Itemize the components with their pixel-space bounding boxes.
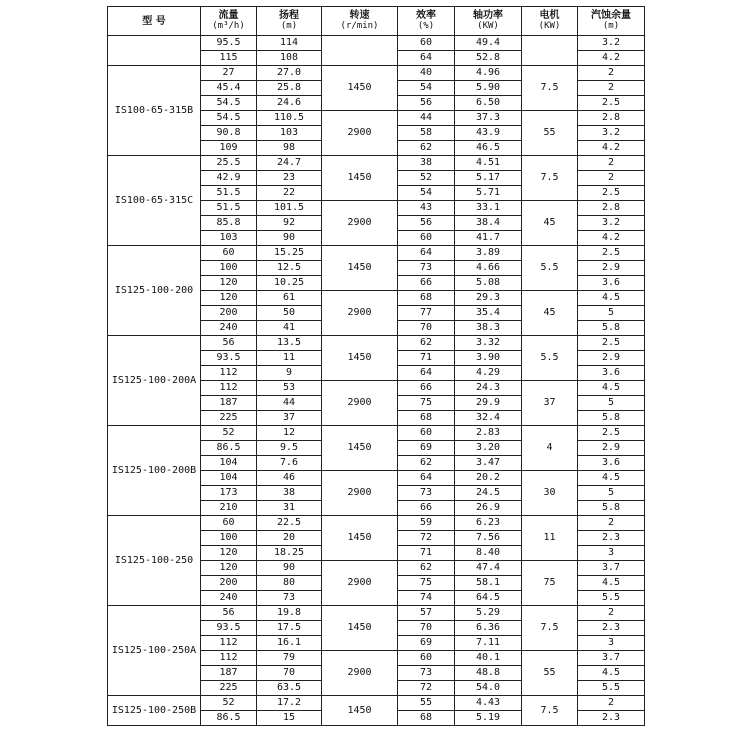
- flow-cell: 100: [201, 261, 257, 276]
- efficiency-cell: 72: [398, 681, 455, 696]
- speed-cell: 2900: [322, 201, 398, 246]
- efficiency-cell: 38: [398, 156, 455, 171]
- speed-cell: 2900: [322, 291, 398, 336]
- efficiency-cell: 64: [398, 471, 455, 486]
- efficiency-cell: 64: [398, 366, 455, 381]
- npsh-cell: 5.5: [578, 681, 645, 696]
- motor-cell: 7.5: [522, 66, 578, 111]
- motor-cell: 55: [522, 651, 578, 696]
- efficiency-cell: 62: [398, 561, 455, 576]
- npsh-cell: 5.5: [578, 591, 645, 606]
- efficiency-cell: 64: [398, 246, 455, 261]
- npsh-cell: 5: [578, 306, 645, 321]
- shaft-power-cell: 37.3: [455, 111, 522, 126]
- motor-cell: 4: [522, 426, 578, 471]
- npsh-cell: 3: [578, 546, 645, 561]
- shaft-power-cell: 4.66: [455, 261, 522, 276]
- shaft-power-cell: 5.19: [455, 711, 522, 726]
- flow-cell: 56: [201, 336, 257, 351]
- head-cell: 80: [257, 576, 322, 591]
- efficiency-cell: 69: [398, 441, 455, 456]
- speed-cell: 2900: [322, 561, 398, 606]
- shaft-power-cell: 38.3: [455, 321, 522, 336]
- npsh-cell: 5: [578, 486, 645, 501]
- shaft-power-cell: 7.11: [455, 636, 522, 651]
- table-row: [108, 66, 645, 81]
- head-cell: 79: [257, 651, 322, 666]
- flow-cell: 112: [201, 366, 257, 381]
- head-cell: 16.1: [257, 636, 322, 651]
- shaft-power-cell: 4.51: [455, 156, 522, 171]
- npsh-cell: 2.5: [578, 186, 645, 201]
- flow-cell: 200: [201, 576, 257, 591]
- efficiency-cell: 60: [398, 231, 455, 246]
- flow-cell: 120: [201, 561, 257, 576]
- flow-cell: 95.5: [201, 36, 257, 51]
- head-cell: 101.5: [257, 201, 322, 216]
- shaft-power-cell: 29.3: [455, 291, 522, 306]
- flow-cell: 60: [201, 246, 257, 261]
- efficiency-cell: 73: [398, 261, 455, 276]
- flow-cell: 51.5: [201, 201, 257, 216]
- flow-cell: 240: [201, 321, 257, 336]
- motor-cell: 30: [522, 471, 578, 516]
- npsh-cell: 3.6: [578, 276, 645, 291]
- flow-cell: 93.5: [201, 351, 257, 366]
- shaft-power-cell: 8.40: [455, 546, 522, 561]
- efficiency-cell: 62: [398, 456, 455, 471]
- model-cell: [108, 36, 201, 66]
- efficiency-cell: 75: [398, 396, 455, 411]
- shaft-power-cell: 35.4: [455, 306, 522, 321]
- npsh-cell: 2.5: [578, 246, 645, 261]
- table-row: [108, 36, 645, 51]
- flow-cell: 187: [201, 666, 257, 681]
- speed-cell: 1450: [322, 156, 398, 201]
- head-cell: 31: [257, 501, 322, 516]
- shaft-power-cell: 64.5: [455, 591, 522, 606]
- speed-cell: 2900: [322, 471, 398, 516]
- shaft-power-cell: 49.4: [455, 36, 522, 51]
- efficiency-cell: 72: [398, 531, 455, 546]
- efficiency-cell: 54: [398, 81, 455, 96]
- head-cell: 98: [257, 141, 322, 156]
- efficiency-cell: 57: [398, 606, 455, 621]
- flow-cell: 240: [201, 591, 257, 606]
- npsh-cell: 2.3: [578, 531, 645, 546]
- flow-cell: 54.5: [201, 111, 257, 126]
- head-cell: 37: [257, 411, 322, 426]
- npsh-cell: 4.2: [578, 231, 645, 246]
- efficiency-cell: 66: [398, 276, 455, 291]
- head-cell: 25.8: [257, 81, 322, 96]
- speed-cell: [322, 36, 398, 66]
- efficiency-cell: 68: [398, 291, 455, 306]
- table-row: [108, 246, 645, 261]
- flow-cell: 112: [201, 636, 257, 651]
- header-npsh: 汽蚀余量 (m): [578, 7, 645, 36]
- efficiency-cell: 60: [398, 36, 455, 51]
- shaft-power-cell: 3.89: [455, 246, 522, 261]
- flow-cell: 60: [201, 516, 257, 531]
- shaft-power-cell: 3.20: [455, 441, 522, 456]
- header-head: 扬程 (m): [257, 7, 322, 36]
- shaft-power-cell: 5.29: [455, 606, 522, 621]
- head-cell: 12.5: [257, 261, 322, 276]
- efficiency-cell: 70: [398, 621, 455, 636]
- efficiency-cell: 58: [398, 126, 455, 141]
- efficiency-cell: 69: [398, 636, 455, 651]
- head-cell: 38: [257, 486, 322, 501]
- head-cell: 114: [257, 36, 322, 51]
- head-cell: 23: [257, 171, 322, 186]
- shaft-power-cell: 4.29: [455, 366, 522, 381]
- table-body: [108, 36, 645, 726]
- efficiency-cell: 71: [398, 546, 455, 561]
- table-row: [108, 606, 645, 621]
- efficiency-cell: 56: [398, 216, 455, 231]
- speed-cell: 1450: [322, 426, 398, 471]
- npsh-cell: 5.8: [578, 501, 645, 516]
- flow-cell: 103: [201, 231, 257, 246]
- efficiency-cell: 43: [398, 201, 455, 216]
- shaft-power-cell: 5.08: [455, 276, 522, 291]
- npsh-cell: 3.6: [578, 456, 645, 471]
- npsh-cell: 2: [578, 606, 645, 621]
- head-cell: 73: [257, 591, 322, 606]
- efficiency-cell: 60: [398, 651, 455, 666]
- efficiency-cell: 73: [398, 666, 455, 681]
- flow-cell: 120: [201, 276, 257, 291]
- flow-cell: 210: [201, 501, 257, 516]
- efficiency-cell: 64: [398, 51, 455, 66]
- shaft-power-cell: 38.4: [455, 216, 522, 231]
- motor-cell: 75: [522, 561, 578, 606]
- efficiency-cell: 44: [398, 111, 455, 126]
- npsh-cell: 2.5: [578, 336, 645, 351]
- head-cell: 61: [257, 291, 322, 306]
- flow-cell: 120: [201, 546, 257, 561]
- shaft-power-cell: 3.47: [455, 456, 522, 471]
- efficiency-cell: 62: [398, 336, 455, 351]
- npsh-cell: 2.8: [578, 201, 645, 216]
- head-cell: 13.5: [257, 336, 322, 351]
- head-cell: 92: [257, 216, 322, 231]
- npsh-cell: 3.7: [578, 651, 645, 666]
- head-cell: 108: [257, 51, 322, 66]
- npsh-cell: 2.8: [578, 111, 645, 126]
- shaft-power-cell: 58.1: [455, 576, 522, 591]
- npsh-cell: 2: [578, 156, 645, 171]
- flow-cell: 86.5: [201, 711, 257, 726]
- head-cell: 18.25: [257, 546, 322, 561]
- motor-cell: 11: [522, 516, 578, 561]
- npsh-cell: 2.5: [578, 426, 645, 441]
- flow-cell: 120: [201, 291, 257, 306]
- efficiency-cell: 68: [398, 711, 455, 726]
- flow-cell: 187: [201, 396, 257, 411]
- flow-cell: 56: [201, 606, 257, 621]
- model-cell: IS125-100-250A: [108, 606, 201, 696]
- flow-cell: 173: [201, 486, 257, 501]
- npsh-cell: 4.5: [578, 381, 645, 396]
- flow-cell: 115: [201, 51, 257, 66]
- head-cell: 9.5: [257, 441, 322, 456]
- shaft-power-cell: 5.17: [455, 171, 522, 186]
- model-cell: IS100-65-315C: [108, 156, 201, 246]
- head-cell: 15.25: [257, 246, 322, 261]
- speed-cell: 1450: [322, 66, 398, 111]
- head-cell: 22.5: [257, 516, 322, 531]
- efficiency-cell: 40: [398, 66, 455, 81]
- speed-cell: 2900: [322, 111, 398, 156]
- head-cell: 19.8: [257, 606, 322, 621]
- flow-cell: 42.9: [201, 171, 257, 186]
- speed-cell: 1450: [322, 696, 398, 726]
- header-efficiency: 效率 (%): [398, 7, 455, 36]
- shaft-power-cell: 29.9: [455, 396, 522, 411]
- efficiency-cell: 70: [398, 321, 455, 336]
- speed-cell: 1450: [322, 516, 398, 561]
- head-cell: 103: [257, 126, 322, 141]
- shaft-power-cell: 3.32: [455, 336, 522, 351]
- table-row: [108, 516, 645, 531]
- npsh-cell: 2: [578, 66, 645, 81]
- motor-cell: 7.5: [522, 606, 578, 651]
- head-cell: 15: [257, 711, 322, 726]
- head-cell: 22: [257, 186, 322, 201]
- npsh-cell: 2: [578, 696, 645, 711]
- head-cell: 41: [257, 321, 322, 336]
- header-shaft-power: 轴功率 (KW): [455, 7, 522, 36]
- npsh-cell: 4.5: [578, 291, 645, 306]
- npsh-cell: 3.7: [578, 561, 645, 576]
- head-cell: 53: [257, 381, 322, 396]
- npsh-cell: 5.8: [578, 321, 645, 336]
- efficiency-cell: 74: [398, 591, 455, 606]
- model-cell: IS125-100-200B: [108, 426, 201, 516]
- speed-cell: 2900: [322, 381, 398, 426]
- shaft-power-cell: 40.1: [455, 651, 522, 666]
- npsh-cell: 2.9: [578, 351, 645, 366]
- efficiency-cell: 77: [398, 306, 455, 321]
- head-cell: 46: [257, 471, 322, 486]
- npsh-cell: 2: [578, 516, 645, 531]
- motor-cell: 5.5: [522, 246, 578, 291]
- shaft-power-cell: 7.56: [455, 531, 522, 546]
- shaft-power-cell: 3.90: [455, 351, 522, 366]
- npsh-cell: 4.5: [578, 666, 645, 681]
- flow-cell: 90.8: [201, 126, 257, 141]
- npsh-cell: 4.2: [578, 51, 645, 66]
- table-row: [108, 156, 645, 171]
- speed-cell: 1450: [322, 246, 398, 291]
- shaft-power-cell: 6.50: [455, 96, 522, 111]
- head-cell: 90: [257, 561, 322, 576]
- shaft-power-cell: 2.83: [455, 426, 522, 441]
- npsh-cell: 2.5: [578, 96, 645, 111]
- model-cell: IS100-65-315B: [108, 66, 201, 156]
- header-model: 型 号: [108, 7, 201, 36]
- efficiency-cell: 52: [398, 171, 455, 186]
- head-cell: 70: [257, 666, 322, 681]
- model-cell: IS125-100-250: [108, 516, 201, 606]
- head-cell: 27.0: [257, 66, 322, 81]
- shaft-power-cell: 47.4: [455, 561, 522, 576]
- npsh-cell: 2: [578, 171, 645, 186]
- flow-cell: 52: [201, 696, 257, 711]
- head-cell: 9: [257, 366, 322, 381]
- efficiency-cell: 73: [398, 486, 455, 501]
- speed-cell: 1450: [322, 606, 398, 651]
- head-cell: 20: [257, 531, 322, 546]
- flow-cell: 85.8: [201, 216, 257, 231]
- flow-cell: 109: [201, 141, 257, 156]
- flow-cell: 27: [201, 66, 257, 81]
- head-cell: 17.5: [257, 621, 322, 636]
- head-cell: 63.5: [257, 681, 322, 696]
- efficiency-cell: 68: [398, 411, 455, 426]
- pump-spec-table: [107, 6, 645, 726]
- efficiency-cell: 66: [398, 381, 455, 396]
- flow-cell: 100: [201, 531, 257, 546]
- npsh-cell: 5.8: [578, 411, 645, 426]
- motor-cell: [522, 36, 578, 66]
- speed-cell: 1450: [322, 336, 398, 381]
- table-row: [108, 426, 645, 441]
- shaft-power-cell: 6.36: [455, 621, 522, 636]
- efficiency-cell: 66: [398, 501, 455, 516]
- npsh-cell: 3.2: [578, 36, 645, 51]
- npsh-cell: 3: [578, 636, 645, 651]
- head-cell: 90: [257, 231, 322, 246]
- head-cell: 7.6: [257, 456, 322, 471]
- efficiency-cell: 75: [398, 576, 455, 591]
- shaft-power-cell: 24.5: [455, 486, 522, 501]
- header-row: [108, 7, 645, 36]
- head-cell: 11: [257, 351, 322, 366]
- shaft-power-cell: 54.0: [455, 681, 522, 696]
- npsh-cell: 3.2: [578, 126, 645, 141]
- npsh-cell: 4.2: [578, 141, 645, 156]
- head-cell: 50: [257, 306, 322, 321]
- flow-cell: 45.4: [201, 81, 257, 96]
- motor-cell: 5.5: [522, 336, 578, 381]
- head-cell: 10.25: [257, 276, 322, 291]
- table-row: [108, 696, 645, 711]
- shaft-power-cell: 5.90: [455, 81, 522, 96]
- motor-cell: 45: [522, 291, 578, 336]
- motor-cell: 7.5: [522, 156, 578, 201]
- model-cell: IS125-100-200A: [108, 336, 201, 426]
- flow-cell: 112: [201, 381, 257, 396]
- npsh-cell: 2.3: [578, 621, 645, 636]
- npsh-cell: 4.5: [578, 576, 645, 591]
- model-cell: IS125-100-250B: [108, 696, 201, 726]
- motor-cell: 37: [522, 381, 578, 426]
- head-cell: 44: [257, 396, 322, 411]
- flow-cell: 200: [201, 306, 257, 321]
- shaft-power-cell: 20.2: [455, 471, 522, 486]
- efficiency-cell: 56: [398, 96, 455, 111]
- npsh-cell: 2.9: [578, 441, 645, 456]
- header-speed: 转速 (r/min): [322, 7, 398, 36]
- npsh-cell: 2.3: [578, 711, 645, 726]
- shaft-power-cell: 48.8: [455, 666, 522, 681]
- head-cell: 110.5: [257, 111, 322, 126]
- head-cell: 24.7: [257, 156, 322, 171]
- shaft-power-cell: 24.3: [455, 381, 522, 396]
- flow-cell: 86.5: [201, 441, 257, 456]
- efficiency-cell: 55: [398, 696, 455, 711]
- npsh-cell: 5: [578, 396, 645, 411]
- npsh-cell: 2: [578, 81, 645, 96]
- efficiency-cell: 59: [398, 516, 455, 531]
- flow-cell: 225: [201, 681, 257, 696]
- npsh-cell: 3.2: [578, 216, 645, 231]
- shaft-power-cell: 41.7: [455, 231, 522, 246]
- table-row: [108, 336, 645, 351]
- model-cell: IS125-100-200: [108, 246, 201, 336]
- shaft-power-cell: 33.1: [455, 201, 522, 216]
- head-cell: 24.6: [257, 96, 322, 111]
- shaft-power-cell: 43.9: [455, 126, 522, 141]
- npsh-cell: 4.5: [578, 471, 645, 486]
- flow-cell: 93.5: [201, 621, 257, 636]
- motor-cell: 7.5: [522, 696, 578, 726]
- shaft-power-cell: 4.96: [455, 66, 522, 81]
- speed-cell: 2900: [322, 651, 398, 696]
- motor-cell: 45: [522, 201, 578, 246]
- flow-cell: 52: [201, 426, 257, 441]
- shaft-power-cell: 6.23: [455, 516, 522, 531]
- flow-cell: 104: [201, 456, 257, 471]
- header-motor: 电机 (KW): [522, 7, 578, 36]
- head-cell: 12: [257, 426, 322, 441]
- header-flow: 流量 (m³/h): [201, 7, 257, 36]
- flow-cell: 25.5: [201, 156, 257, 171]
- efficiency-cell: 71: [398, 351, 455, 366]
- shaft-power-cell: 32.4: [455, 411, 522, 426]
- npsh-cell: 3.6: [578, 366, 645, 381]
- npsh-cell: 2.9: [578, 261, 645, 276]
- motor-cell: 55: [522, 111, 578, 156]
- efficiency-cell: 62: [398, 141, 455, 156]
- flow-cell: 51.5: [201, 186, 257, 201]
- shaft-power-cell: 26.9: [455, 501, 522, 516]
- shaft-power-cell: 4.43: [455, 696, 522, 711]
- shaft-power-cell: 5.71: [455, 186, 522, 201]
- shaft-power-cell: 52.8: [455, 51, 522, 66]
- efficiency-cell: 60: [398, 426, 455, 441]
- flow-cell: 54.5: [201, 96, 257, 111]
- head-cell: 17.2: [257, 696, 322, 711]
- flow-cell: 225: [201, 411, 257, 426]
- efficiency-cell: 54: [398, 186, 455, 201]
- flow-cell: 112: [201, 651, 257, 666]
- flow-cell: 104: [201, 471, 257, 486]
- shaft-power-cell: 46.5: [455, 141, 522, 156]
